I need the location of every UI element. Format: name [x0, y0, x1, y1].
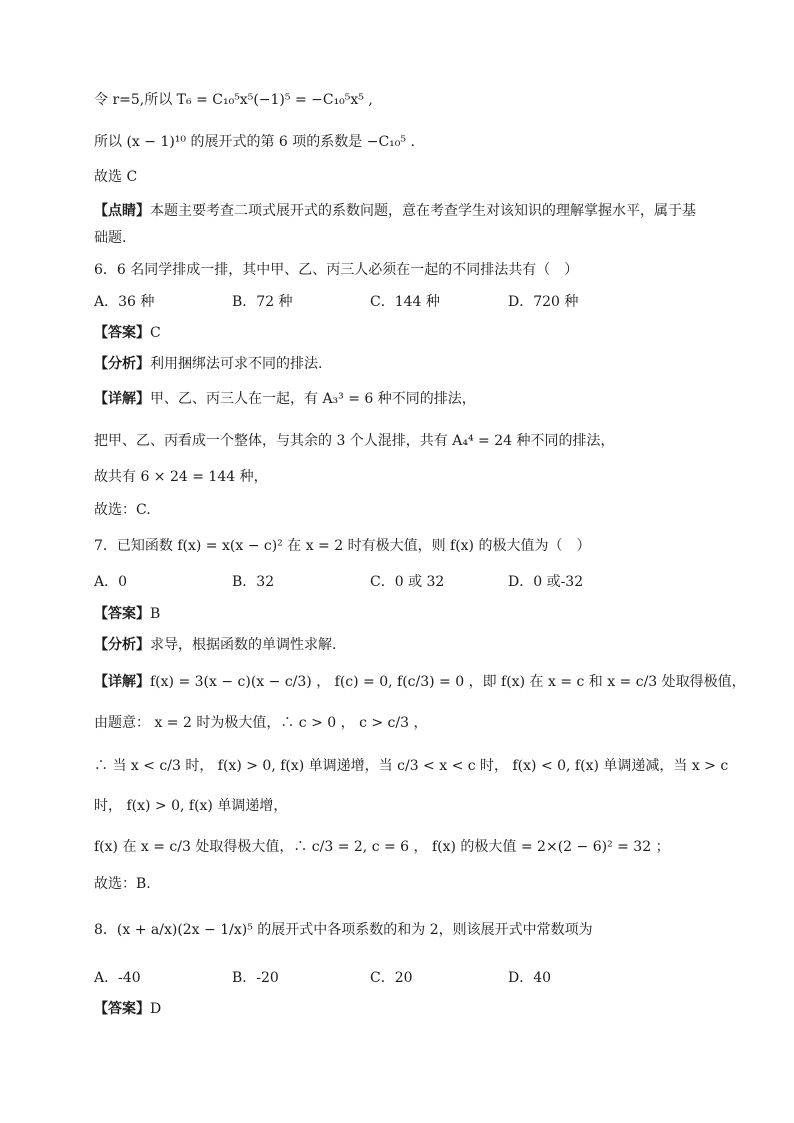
line-text: 本题主要考查二项式展开式的系数问题，意在考查学生对该知识的理解掌握水平，属于基 [150, 203, 696, 219]
text-line [94, 713, 734, 733]
option-b: B．32 [232, 574, 275, 590]
question-text: 6．6 名同学排成一排，其中甲、乙、丙三人必须在一起的不同排法共有（ ） [94, 262, 579, 278]
text-line [94, 467, 734, 487]
text-line [94, 756, 734, 776]
note-label: 【点睛】 [94, 203, 150, 219]
option-a: A．-40 [94, 970, 141, 986]
option-b: B．-20 [232, 970, 279, 986]
text-line [94, 132, 734, 152]
line-text: 把甲、乙、丙看成一个整体，与其余的 3 个人混排，共有 A₄⁴ = 24 种不同的排法， [94, 433, 615, 449]
text-line [94, 874, 734, 894]
line-text: 故共有 6 × 24 = 144 种， [94, 469, 268, 485]
line-text: 故选：B. [94, 876, 151, 892]
text-line [94, 500, 734, 520]
option-d: D．720 种 [508, 294, 579, 310]
line-text: 由题意： x = 2 时为极大值，∴ c > 0 ， c > c/3 ， [94, 715, 428, 731]
detail-line [94, 389, 734, 409]
text-line [94, 837, 734, 857]
analysis-line [94, 354, 734, 374]
answer-value: D [150, 1001, 162, 1017]
option-c: C．0 或 32 [370, 574, 445, 590]
option-b: B．72 种 [232, 294, 293, 310]
answer-label: 【答案】 [94, 325, 150, 341]
line-text: 故选 C [94, 169, 138, 185]
option-c: C．20 [370, 970, 413, 986]
text-line [94, 90, 734, 110]
answer-value: B [150, 606, 161, 622]
line-text: 础题. [94, 230, 127, 246]
option-d: D．40 [508, 970, 552, 986]
detail-label: 【详解】 [94, 674, 150, 690]
question-7-options [94, 572, 734, 592]
analysis-line [94, 635, 734, 655]
detail-line [94, 672, 746, 692]
line-text: f(x) = 3(x − c)(x − c/3) ， f(c) = 0, f(c/3) = 0 ，即 f(x) 在 x = c 和 x = c/3 处取得极值， [150, 674, 746, 690]
line-text: 甲、乙、丙三人在一起，有 A₃³ = 6 种不同的排法， [150, 391, 476, 407]
line-text: 令 r=5,所以 T₆ = C₁₀⁵x⁵(−1)⁵ = −C₁₀⁵x⁵ , [94, 92, 373, 108]
line-text: f(x) 在 x = c/3 处取得极大值，∴ c/3 = 2, c = 6 ， f(x) 的极大值 = 2×(2 − 6)² = 32 ； [94, 839, 670, 855]
line-text: 求导，根据函数的单调性求解. [150, 637, 337, 653]
line-text: 所以 (x − 1)¹⁰ 的展开式的第 6 项的系数是 −C₁₀⁵ . [94, 134, 415, 150]
analysis-label: 【分析】 [94, 356, 150, 372]
question-text: 8．(x + a/x)(2x − 1/x)⁵ 的展开式中各项系数的和为 2，则该展开式中常数项为 [94, 922, 593, 938]
question-6-options [94, 292, 734, 312]
question-text: 7．已知函数 f(x) = x(x − c)² 在 x = 2 时有极大值，则 f(x) 的极大值为（ ） [94, 538, 591, 554]
question-7 [94, 536, 734, 556]
line-text: 时， f(x) > 0, f(x) 单调递增， [94, 798, 288, 814]
question-6 [94, 260, 734, 280]
text-line [94, 796, 734, 816]
answer-line [94, 604, 734, 624]
text-line [94, 431, 734, 451]
answer-line [94, 323, 734, 343]
option-a: A．36 种 [94, 294, 155, 310]
text-line [94, 167, 734, 187]
analysis-label: 【分析】 [94, 637, 150, 653]
option-c: C．144 种 [370, 294, 440, 310]
answer-label: 【答案】 [94, 606, 150, 622]
question-8 [94, 920, 734, 940]
option-a: A．0 [94, 574, 128, 590]
detail-label: 【详解】 [94, 391, 150, 407]
text-line [94, 228, 734, 248]
question-8-options [94, 968, 734, 988]
option-d: D．0 或-32 [508, 574, 584, 590]
answer-label: 【答案】 [94, 1001, 150, 1017]
line-text: 故选：C. [94, 502, 151, 518]
note-line [94, 201, 734, 221]
line-text: 利用捆绑法可求不同的排法. [150, 356, 323, 372]
line-text: ∴ 当 x < c/3 时， f(x) > 0, f(x) 单调递增，当 c/3 < x < c 时， f(x) < 0, f(x) 单调递减，当 x > c [94, 758, 729, 774]
answer-line [94, 999, 734, 1019]
answer-value: C [150, 325, 161, 341]
